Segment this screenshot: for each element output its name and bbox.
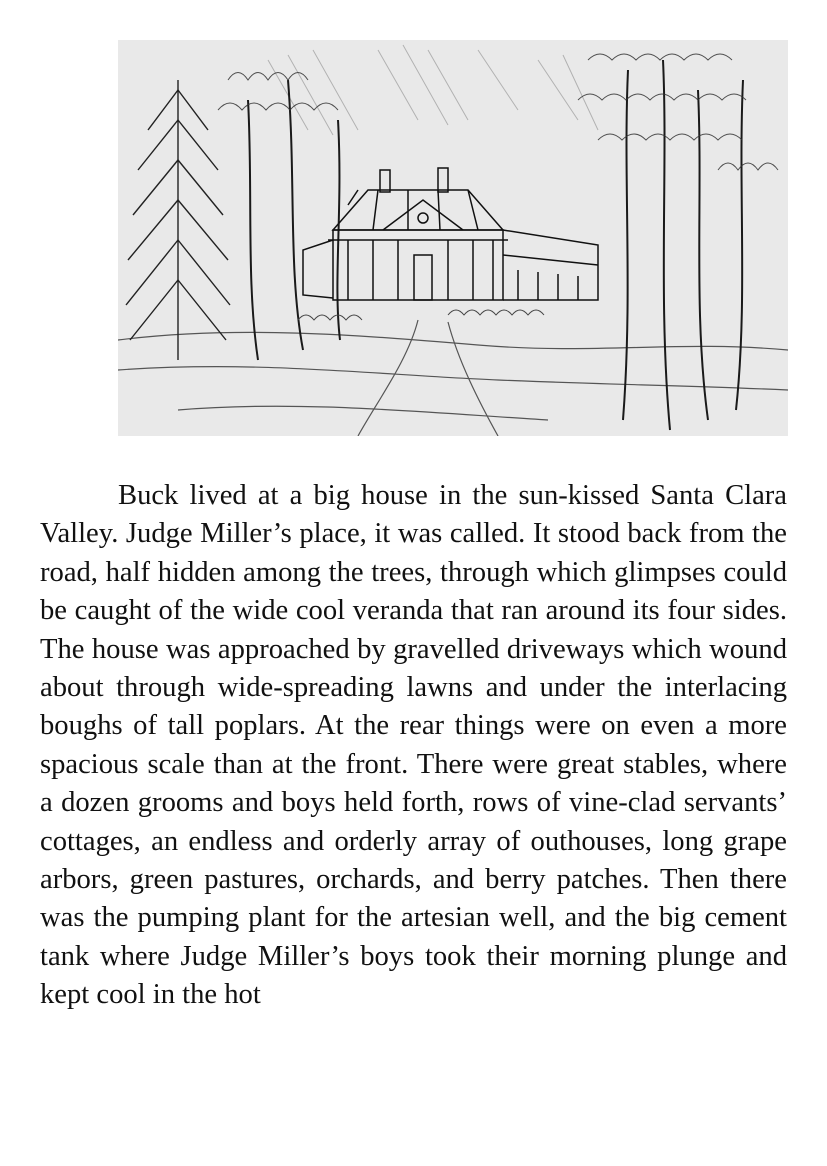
story-paragraph: Buck lived at a big house in the sun-kissed Santa Clara Valley. Judge Miller’s place, it was called. It stood back from the road, half hidden among the trees, through which glimpses could be caught of the wide cool veranda that ran around its four sides. The house was approached by gravelled driveways which wound about through wide-spreading lawns and under the interlacing boughs of tall poplars. At the rear things were on even a more spacious scale than at the front. There were great stables, where a dozen grooms and boys held forth, rows of vine-clad servants’ cottages, an endless and orderly array of outhouses, long grape arbors, green pastures, orchards, and berry patches. Then there was the pumping plant for the artesian well, and the big cement tank where Judge Miller’s boys took their morning plunge and kept cool in the hot	[40, 480, 787, 1011]
sketch-drawing	[118, 40, 788, 436]
house-sketch-illustration	[118, 40, 788, 436]
